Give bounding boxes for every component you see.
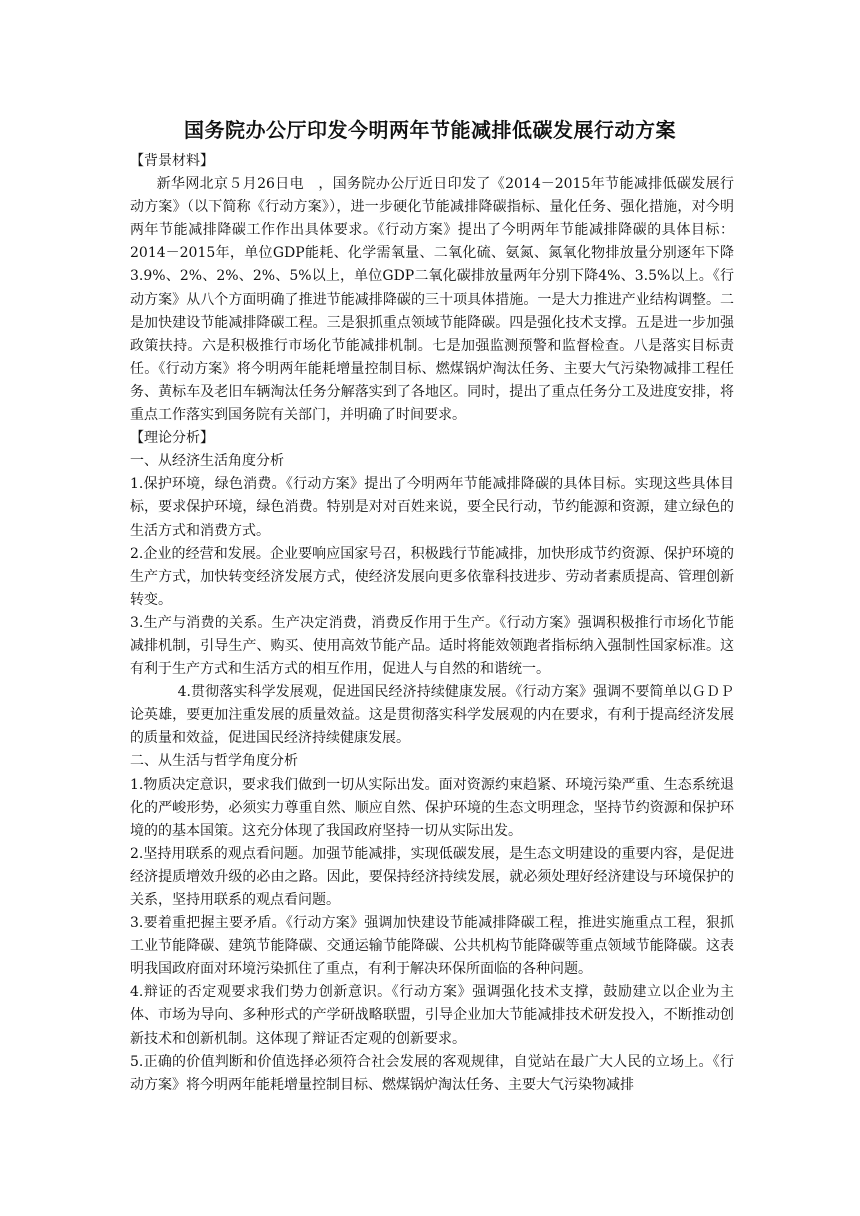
- paragraph-econ-2: 2.企业的经营和发展。企业要响应国家号召，积极践行节能减排，加快形成节约资源、保护环境的生产方式，加快转变经济发展方式，使经济发展向更多依靠科技进步、劳动者素质提高、管理创新转变。: [130, 545, 734, 608]
- paragraph-phil-1: 1.物质决定意识，要求我们做到一切从实际出发。面对资源约束趋紧、环境污染严重、生态系统退化的严峻形势，必须实力尊重自然、顺应自然、保护环境的生态文明理念，坚持节约资源和保护环境的的基本国策。这充分体现了我国政府坚持一切从实际出发。: [130, 776, 734, 839]
- subsection-heading-economic: 一、从经济生活角度分析: [130, 453, 284, 470]
- paragraph-econ-3: 3.生产与消费的关系。生产决定消费，消费反作用于生产。《行动方案》强调积极推行市场化节能减排机制，引导生产、购买、使用高效节能产品。适时将能效领跑者指标纳入强制性国家标准。这有利于生产方式和生活方式的相互作用，促进人与自然的和谐统一。: [130, 614, 734, 678]
- paragraph-phil-5: 5.正确的价值判断和价值选择必须符合社会发展的客观规律，自觉站在最广大人民的立场上。《行动方案》将今明两年能耗增量控制目标、燃煤锅炉淘汰任务、主要大气污染物减排: [130, 1053, 734, 1093]
- background-paragraph: 新华网北京５月26日电 ，国务院办公厅近日印发了《2014－2015年节能减排低碳发展行动方案》（以下简称《行动方案》），进一步硬化节能减排降碳指标、量化任务、强化措施，对今明两年节能减排降碳工作作出具体要求。《行动方案》提出了今明两年节能减排降碳的具体目标：2014－2015年，单位GDP能耗、化学需氧量、二氧化硫、氨氮、氮氧化物排放量分别逐年下降3.9%、2%、2%、2%、5%以上，单位GDP二氧化碳排放量两年分别下降4%、3.5%以上。《行动方案》从八个方面明确了推进节能减排降碳的三十项具体措施。一是大力推进产业结构调整。二是加快建设节能减排降碳工程。三是狠抓重点领域节能降碳。四是强化技术支撑。五是进一步加强政策扶持。六是积极推行市场化节能减排机制。七是加强监测预警和监督检查。八是落实目标责任。《行动方案》将今明两年能耗增量控制目标、燃煤锅炉淘汰任务、主要大气污染物减排工程任务、黄标车及老旧车辆淘汰任务分解落实到了各地区。同时，提出了重点任务分工及进度安排，将重点工作落实到国务院有关部门，并明确了时间要求。: [130, 176, 734, 424]
- document-body: [130, 150, 734, 1097]
- paragraph-phil-4: 4.辩证的否定观要求我们势力创新意识。《行动方案》强调强化技术支撑，鼓励建立以企业为主体、市场为导向、多种形式的产学研战略联盟，引导企业加大节能减排技术研发投入，不断推动创新技术和创新机制。这体现了辩证否定观的创新要求。: [130, 984, 734, 1047]
- document-title: 国务院办公厅印发今明两年节能减排低碳发展行动方案: [184, 118, 676, 142]
- subsection-heading-philosophy: 二、从生活与哲学角度分析: [130, 753, 298, 770]
- paragraph-econ-1: 1.保护环境，绿色消费。《行动方案》提出了今明两年节能减排降碳的具体目标。实现这些具体目标，要求保护环境，绿色消费。特别是对对百姓来说，要全民行动，节约能源和资源，建立绿色的生活方式和消费方式。: [130, 476, 734, 539]
- section-heading-background: 【背景材料】: [130, 153, 214, 169]
- paragraph-phil-3: 3.要着重把握主要矛盾。《行动方案》强调加快建设节能减排降碳工程，推进实施重点工程，狠抓工业节能降碳、建筑节能降碳、交通运输节能降碳、公共机构节能降碳等重点领域节能降碳。这表明我国政府面对环境污染抓住了重点，有利于解决环保所面临的各种问题。: [130, 915, 734, 978]
- paragraph-econ-4: 4.贯彻落实科学发展观，促进国民经济持续健康发展。《行动方案》强调不要简单以ＧＤＰ论英雄，要更加注重发展的质量效益。这是贯彻落实科学发展观的内在要求，有利于提高经济发展的质量和效益，促进国民经济持续健康发展。: [130, 684, 734, 747]
- section-heading-analysis: 【理论分析】: [130, 430, 214, 447]
- paragraph-phil-2: 2.坚持用联系的观点看问题。加强节能减排，实现低碳发展，是生态文明建设的重要内容，是促进经济提质增效升级的必由之路。因此，要保持经济持续发展，就必须处理好经济建设与环境保护的关系，坚持用联系的观点看问题。: [130, 845, 734, 908]
